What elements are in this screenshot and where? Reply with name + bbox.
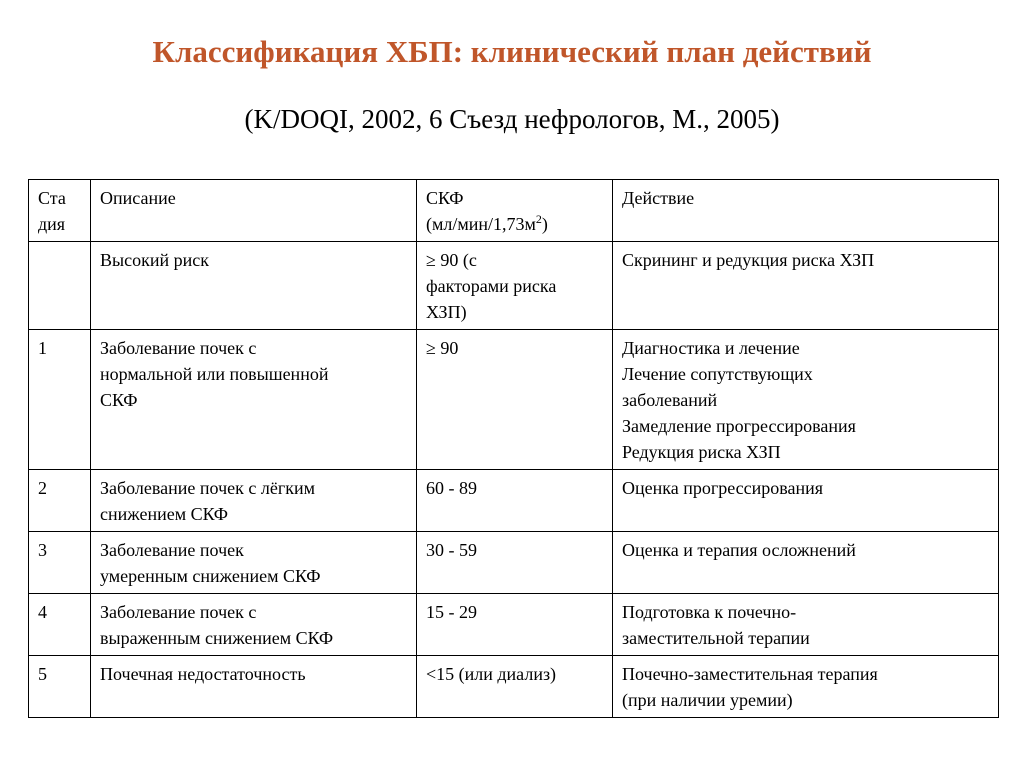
header-gfr-unit <box>426 211 603 237</box>
cell-description-line: Заболевание почек с лёгким <box>100 478 315 498</box>
cell-description-line: Заболевание почек <box>100 540 244 560</box>
header-gfr <box>417 180 613 242</box>
cell-gfr <box>417 594 613 656</box>
cell-description <box>91 242 417 330</box>
cell-action-line: Диагностика и лечение <box>622 338 800 358</box>
table-row <box>29 242 999 330</box>
table-row <box>29 594 999 656</box>
cell-gfr <box>417 470 613 532</box>
cell-description-line: Почечная недостаточность <box>100 664 306 684</box>
cell-description <box>91 594 417 656</box>
slide-title: Классификация ХБП: клинический план действий <box>152 34 872 69</box>
cell-gfr <box>417 532 613 594</box>
cell-description-line: Заболевание почек с <box>100 338 257 358</box>
cell-action <box>613 470 999 532</box>
table-row <box>29 470 999 532</box>
cell-stage: 5 <box>29 656 91 718</box>
cell-gfr-line: ХЗП) <box>426 302 467 322</box>
header-gfr-label: СКФ <box>426 188 464 208</box>
cell-description-line: выраженным снижением СКФ <box>100 628 334 648</box>
cell-gfr <box>417 242 613 330</box>
cell-description <box>91 470 417 532</box>
gfr-unit-text: (мл/мин/1,73м <box>426 214 536 234</box>
cell-description-line: СКФ <box>100 390 138 410</box>
cell-gfr <box>417 330 613 470</box>
table-row <box>29 330 999 470</box>
slide-subtitle: (K/DOQI, 2002, 6 Съезд нефрологов, М., 2005) <box>244 104 780 134</box>
cell-description-line: нормальной или повышенной <box>100 364 329 384</box>
cell-gfr-line: 30 - 59 <box>426 540 477 560</box>
cell-stage: 1 <box>29 330 91 470</box>
cell-action-line: Замедление прогрессирования <box>622 416 856 436</box>
cell-gfr-line: <15 (или диализ) <box>426 664 557 684</box>
cell-gfr-line: ≥ 90 (с <box>426 250 477 270</box>
header-stage <box>29 180 91 242</box>
cell-description-line: Высокий риск <box>100 250 209 270</box>
gfr-unit-close: ) <box>541 214 548 234</box>
gfr-unit-sup: 2 <box>535 212 542 226</box>
cell-gfr-line: 60 - 89 <box>426 478 477 498</box>
cell-stage: 4 <box>29 594 91 656</box>
ckd-classification-table <box>28 179 999 718</box>
cell-stage: 3 <box>29 532 91 594</box>
cell-action <box>613 532 999 594</box>
cell-description-line: умеренным снижением СКФ <box>100 566 321 586</box>
cell-action-line: Оценка прогрессирования <box>622 478 824 498</box>
table-row <box>29 656 999 718</box>
cell-description-line: Заболевание почек с <box>100 602 257 622</box>
cell-action-line: заместительной терапии <box>622 628 810 648</box>
cell-gfr <box>417 656 613 718</box>
cell-action-line: Оценка и терапия осложнений <box>622 540 856 560</box>
cell-stage <box>29 242 91 330</box>
cell-description <box>91 330 417 470</box>
header-stage-line: Ста <box>38 188 66 208</box>
cell-action <box>613 656 999 718</box>
cell-action-line: Скрининг и редукция риска ХЗП <box>622 250 875 270</box>
table-header-row <box>29 180 999 242</box>
cell-gfr-line: факторами риска <box>426 276 557 296</box>
cell-action-line: Подготовка к почечно- <box>622 602 797 622</box>
cell-action <box>613 242 999 330</box>
table-row <box>29 532 999 594</box>
header-description: Описание <box>91 180 417 242</box>
cell-action-line: Лечение сопутствующих <box>622 364 813 384</box>
cell-stage: 2 <box>29 470 91 532</box>
cell-description <box>91 532 417 594</box>
cell-description-line: снижением СКФ <box>100 504 229 524</box>
cell-action <box>613 330 999 470</box>
cell-action-line: заболеваний <box>622 390 718 410</box>
cell-action <box>613 594 999 656</box>
cell-description <box>91 656 417 718</box>
cell-action-line: Почечно-заместительная терапия <box>622 664 878 684</box>
cell-action-line: (при наличии уремии) <box>622 690 793 710</box>
cell-gfr-line: ≥ 90 <box>426 338 459 358</box>
cell-action-line: Редукция риска ХЗП <box>622 442 781 462</box>
header-action: Действие <box>613 180 999 242</box>
cell-gfr-line: 15 - 29 <box>426 602 477 622</box>
header-stage-line: дия <box>38 214 66 234</box>
